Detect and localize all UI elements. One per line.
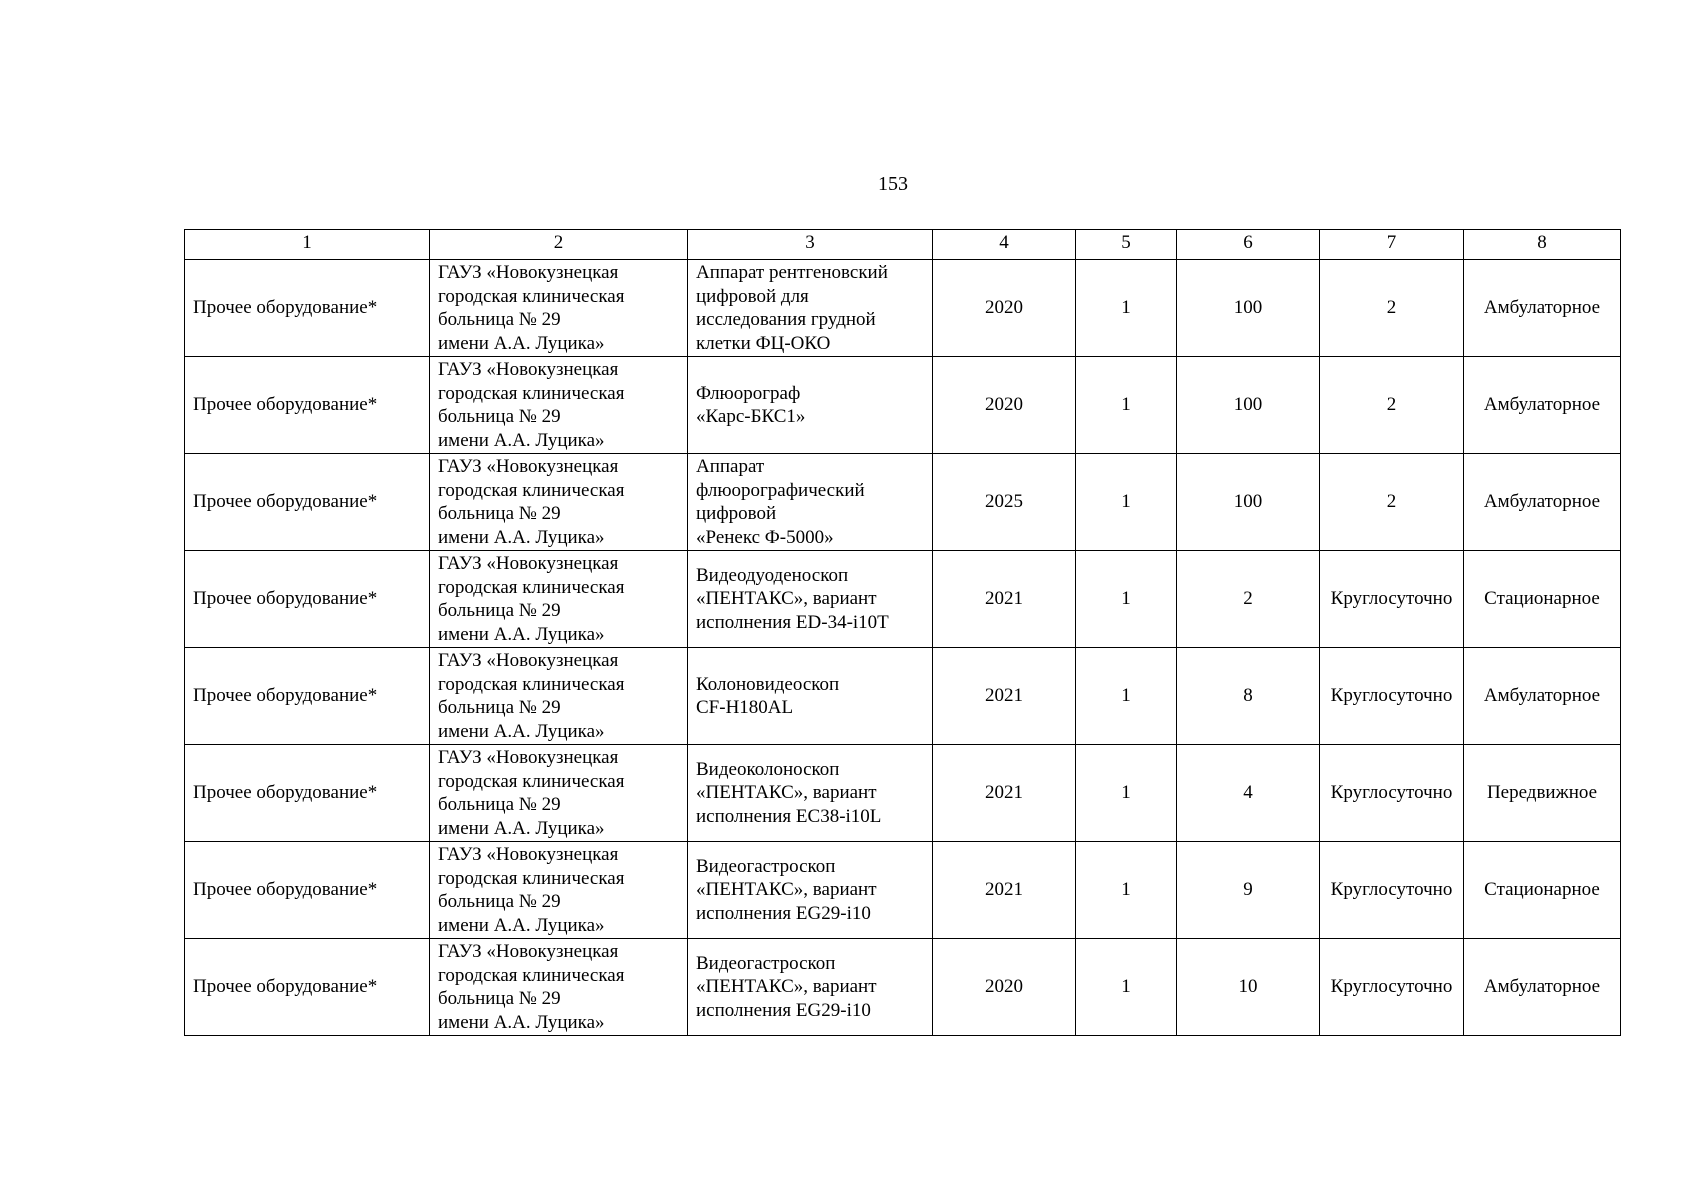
table-body (185, 260, 1621, 1036)
table-row (185, 939, 1621, 1036)
header-row (185, 230, 1621, 260)
equipment-type-cell: Прочее оборудование* (185, 454, 430, 551)
mode-cell: Амбулаторное (1464, 939, 1621, 1036)
column-header: 7 (1320, 230, 1464, 260)
quantity-cell: 1 (1076, 939, 1177, 1036)
organization-cell: ГАУЗ «Новокузнецкая городская клиническая больница № 29 имени А.А. Луцика» (430, 260, 688, 357)
mode-cell: Амбулаторное (1464, 357, 1621, 454)
load-cell: 8 (1177, 648, 1320, 745)
equipment-type-cell: Прочее оборудование* (185, 260, 430, 357)
table-row (185, 260, 1621, 357)
year-cell: 2021 (933, 551, 1076, 648)
column-header: 8 (1464, 230, 1621, 260)
device-name-cell: Аппарат рентгеновский цифровой для исследования грудной клетки ФЦ-ОКО (688, 260, 933, 357)
organization-cell: ГАУЗ «Новокузнецкая городская клиническая больница № 29 имени А.А. Луцика» (430, 745, 688, 842)
column-header: 3 (688, 230, 933, 260)
year-cell: 2020 (933, 357, 1076, 454)
load-cell: 100 (1177, 357, 1320, 454)
column-header: 1 (185, 230, 430, 260)
table-row (185, 551, 1621, 648)
equipment-table (184, 229, 1621, 1036)
year-cell: 2021 (933, 745, 1076, 842)
shifts-cell: 2 (1320, 454, 1464, 551)
shifts-cell: Круглосуточно (1320, 648, 1464, 745)
quantity-cell: 1 (1076, 357, 1177, 454)
table-header (185, 230, 1621, 260)
quantity-cell: 1 (1076, 842, 1177, 939)
load-cell: 9 (1177, 842, 1320, 939)
organization-cell: ГАУЗ «Новокузнецкая городская клиническая больница № 29 имени А.А. Луцика» (430, 842, 688, 939)
equipment-type-cell: Прочее оборудование* (185, 939, 430, 1036)
quantity-cell: 1 (1076, 648, 1177, 745)
shifts-cell: 2 (1320, 260, 1464, 357)
column-header: 5 (1076, 230, 1177, 260)
device-name-cell: Колоновидеоскоп CF-H180AL (688, 648, 933, 745)
quantity-cell: 1 (1076, 454, 1177, 551)
load-cell: 2 (1177, 551, 1320, 648)
load-cell: 100 (1177, 454, 1320, 551)
shifts-cell: 2 (1320, 357, 1464, 454)
year-cell: 2020 (933, 260, 1076, 357)
device-name-cell: Видеогастроскоп «ПЕНТАКС», вариант исполнения EG29-i10 (688, 939, 933, 1036)
year-cell: 2025 (933, 454, 1076, 551)
equipment-type-cell: Прочее оборудование* (185, 745, 430, 842)
mode-cell: Амбулаторное (1464, 260, 1621, 357)
column-header: 4 (933, 230, 1076, 260)
equipment-type-cell: Прочее оборудование* (185, 551, 430, 648)
quantity-cell: 1 (1076, 745, 1177, 842)
mode-cell: Амбулаторное (1464, 454, 1621, 551)
device-name-cell: Видеодуоденоскоп «ПЕНТАКС», вариант исполнения ED-34-i10T (688, 551, 933, 648)
device-name-cell: Флюорограф «Карс-БКС1» (688, 357, 933, 454)
equipment-type-cell: Прочее оборудование* (185, 842, 430, 939)
mode-cell: Передвижное (1464, 745, 1621, 842)
organization-cell: ГАУЗ «Новокузнецкая городская клиническая больница № 29 имени А.А. Луцика» (430, 648, 688, 745)
year-cell: 2021 (933, 842, 1076, 939)
mode-cell: Амбулаторное (1464, 648, 1621, 745)
load-cell: 4 (1177, 745, 1320, 842)
year-cell: 2021 (933, 648, 1076, 745)
shifts-cell: Круглосуточно (1320, 551, 1464, 648)
page-number: 153 (878, 173, 908, 195)
quantity-cell: 1 (1076, 551, 1177, 648)
mode-cell: Стационарное (1464, 551, 1621, 648)
equipment-type-cell: Прочее оборудование* (185, 357, 430, 454)
organization-cell: ГАУЗ «Новокузнецкая городская клиническая больница № 29 имени А.А. Луцика» (430, 939, 688, 1036)
load-cell: 100 (1177, 260, 1320, 357)
table-row (185, 357, 1621, 454)
equipment-type-cell: Прочее оборудование* (185, 648, 430, 745)
organization-cell: ГАУЗ «Новокузнецкая городская клиническая больница № 29 имени А.А. Луцика» (430, 454, 688, 551)
table-row (185, 454, 1621, 551)
quantity-cell: 1 (1076, 260, 1177, 357)
column-header: 2 (430, 230, 688, 260)
year-cell: 2020 (933, 939, 1076, 1036)
table-row (185, 648, 1621, 745)
shifts-cell: Круглосуточно (1320, 939, 1464, 1036)
table-row (185, 745, 1621, 842)
organization-cell: ГАУЗ «Новокузнецкая городская клиническая больница № 29 имени А.А. Луцика» (430, 357, 688, 454)
device-name-cell: Аппарат флюорографический цифровой «Ренекс Ф-5000» (688, 454, 933, 551)
shifts-cell: Круглосуточно (1320, 842, 1464, 939)
shifts-cell: Круглосуточно (1320, 745, 1464, 842)
organization-cell: ГАУЗ «Новокузнецкая городская клиническая больница № 29 имени А.А. Луцика» (430, 551, 688, 648)
mode-cell: Стационарное (1464, 842, 1621, 939)
device-name-cell: Видеоколоноскоп «ПЕНТАКС», вариант исполнения EC38-i10L (688, 745, 933, 842)
table-row (185, 842, 1621, 939)
device-name-cell: Видеогастроскоп «ПЕНТАКС», вариант исполнения EG29-i10 (688, 842, 933, 939)
load-cell: 10 (1177, 939, 1320, 1036)
column-header: 6 (1177, 230, 1320, 260)
